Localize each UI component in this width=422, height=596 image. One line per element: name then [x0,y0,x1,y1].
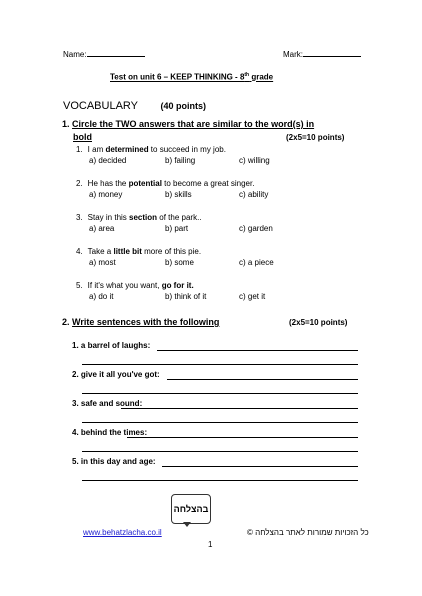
q1-item-number: 2. [76,179,83,188]
q2-item-label: 2. give it all you've got: [72,370,160,379]
q1-heading: 1. Circle the TWO answers that are similar to the word(s) in [62,119,315,129]
q2-answer-line[interactable] [157,350,358,351]
q2-points: (2x5=10 points) [289,318,348,327]
page-title: Test on unit 6 – KEEP THINKING - 8th grade [110,72,274,82]
q1-item-post: of the park.. [157,213,202,222]
footer-url-wrap[interactable] [83,528,162,537]
q1-item-pre: If it's what you want, [87,281,162,290]
footer-copyright: כל הזכויות שמורות לאתר בהצלחה © [247,528,369,537]
q2-item-label: 4. behind the times: [72,428,148,437]
name-field[interactable] [63,48,145,59]
q1-heading-line2: bold [73,132,92,142]
q1-item-post: to become a great singer. [161,179,255,188]
q1-option-c[interactable]: c) ability [239,190,269,199]
q2-answer-line[interactable] [162,466,358,467]
footer-url[interactable]: www.behatzlacha.co.il [83,528,162,537]
q1-item-number: 4. [76,247,83,256]
q1-item-sentence [76,213,202,222]
q1-item-pre: He has the [87,179,129,188]
q2-item-label: 5. in this day and age: [72,457,156,466]
section-points: (40 points) [160,101,206,111]
logo-text: בהצלחה [173,504,209,514]
q1-option-a[interactable]: a) do it [89,292,114,301]
q2-answer-line-2[interactable] [82,451,358,452]
q2-heading: 2. Write sentences with the following [62,317,220,327]
q1-item-bold-word: determined [105,145,149,154]
name-label: Name: [63,50,87,59]
q1-option-c[interactable]: c) garden [239,224,273,233]
q1-item-number: 1. [76,145,83,154]
q2-answer-line-2[interactable] [82,393,358,394]
section-title: VOCABULARY [63,100,138,112]
mark-blank[interactable] [303,48,361,57]
q1-item-bold-word: section [129,213,158,222]
q1-item-pre: Stay in this [87,213,130,222]
behatzlacha-logo [171,494,211,524]
q1-item-sentence [76,247,201,256]
q2-answer-line[interactable] [127,437,358,438]
q1-item-sentence [76,281,194,290]
logo-speech-tail [183,522,191,527]
q1-item-number: 3. [76,213,83,222]
q1-item-pre: I am [87,145,106,154]
q1-option-a[interactable]: a) most [89,258,116,267]
q1-option-b[interactable]: b) skills [165,190,192,199]
q1-item-number: 5. [76,281,83,290]
q2-answer-line[interactable] [167,379,358,380]
section-heading [63,96,206,114]
q1-item-pre: Take a [87,247,114,256]
q1-option-b[interactable]: b) some [165,258,194,267]
q1-option-c[interactable]: c) willing [239,156,270,165]
q1-item-bold-word: little bit [113,247,142,256]
q2-item-label: 3. safe and sound: [72,399,143,408]
q2-item-label: 1. a barrel of laughs: [72,341,151,350]
q2-answer-line-2[interactable] [82,480,358,481]
mark-label: Mark: [283,50,303,59]
q1-item-bold-word: potential [128,179,162,188]
q1-item-post: more of this pie. [141,247,202,256]
q1-option-c[interactable]: c) a piece [239,258,274,267]
q1-option-b[interactable]: b) failing [165,156,196,165]
q1-option-c[interactable]: c) get it [239,292,266,301]
q1-option-b[interactable]: b) think of it [165,292,207,301]
q1-option-a[interactable]: a) decided [89,156,127,165]
q2-answer-line-2[interactable] [82,364,358,365]
q2-answer-line-2[interactable] [82,422,358,423]
q2-answer-line[interactable] [121,408,358,409]
q1-item-bold-word: go for it. [161,281,194,290]
q1-item-post: to succeed in my job. [148,145,226,154]
q1-item-sentence [76,179,254,188]
q1-points: (2x5=10 points) [286,133,345,142]
q1-option-a[interactable]: a) area [89,224,115,233]
mark-field[interactable] [283,48,361,59]
q1-option-b[interactable]: b) part [165,224,189,233]
page-number: 1 [208,540,213,549]
q1-item-sentence [76,145,226,154]
name-blank[interactable] [87,48,145,57]
q1-option-a[interactable]: a) money [89,190,123,199]
